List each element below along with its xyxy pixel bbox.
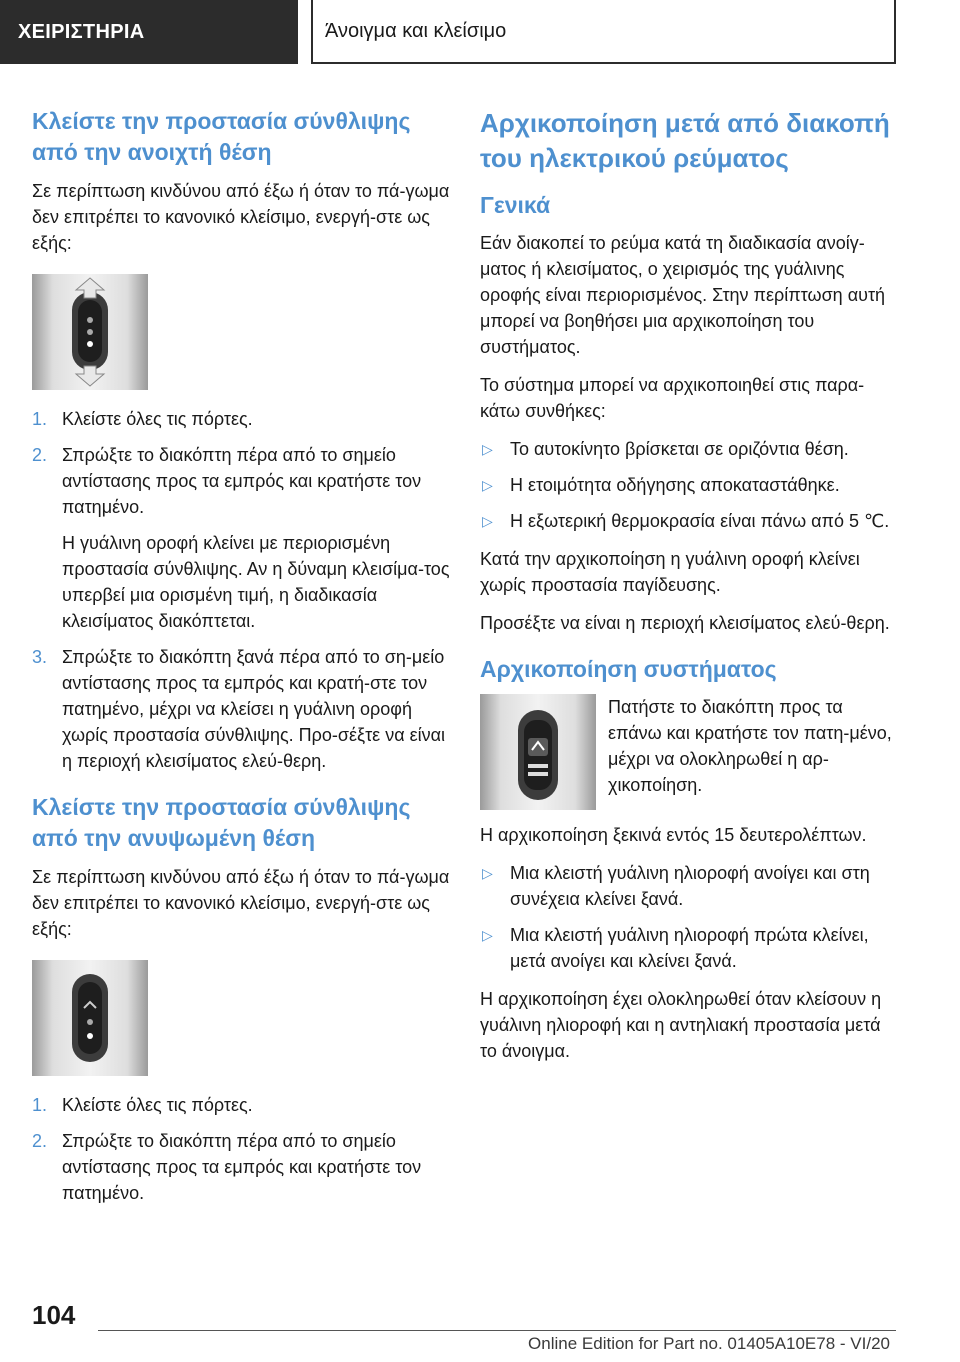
section-intro: Σε περίπτωση κινδύνου από έξω ή όταν το πά-γωμα δεν επιτρέπει το κανονικό κλείσιμο, ενεργή-στε ως εξής: — [32, 181, 450, 253]
step-number: 2. — [32, 1131, 48, 1151]
section-title-reset: Αρχικοποίηση μετά από διακοπή του ηλεκτρικού ρεύματος — [480, 108, 890, 173]
list-item — [480, 436, 898, 462]
triangle-right-icon: ▷ — [482, 477, 493, 493]
list-item-text: Μια κλειστή γυάλινη ηλιοροφή ανοίγει και στη συνέχεια κλείνει ξανά. — [510, 863, 870, 909]
footer-divider — [98, 1330, 896, 1331]
list-item-text: Το αυτοκίνητο βρίσκεται σε οριζόντια θέση. — [510, 439, 849, 459]
triangle-right-icon: ▷ — [482, 865, 493, 881]
paragraph: Η αρχικοποίηση ξεκινά εντός 15 δευτερολέπτων. — [480, 825, 867, 845]
step-item — [32, 644, 450, 774]
section-intro: Σε περίπτωση κινδύνου από έξω ή όταν το πά-γωμα δεν επιτρέπει το κανονικό κλείσιμο, ενεργή-στε ως εξής: — [32, 867, 450, 939]
init-figure-row — [480, 694, 898, 810]
subsection-title-general: Γενικά — [480, 192, 551, 218]
list-item-text: Μια κλειστή γυάλινη ηλιοροφή πρώτα κλείνει, μετά ανοίγει και κλείνει ξανά. — [510, 925, 869, 971]
paragraph: Η αρχικοποίηση έχει ολοκληρωθεί όταν κλείσουν η γυάλινη ηλιοροφή και η αντηλιακή προστασία μετά το άνοιγμα. — [480, 989, 882, 1061]
list-item — [480, 922, 898, 974]
roof-switch-illustration — [32, 960, 148, 1076]
header-chapter-label: Άνοιγμα και κλείσιμο — [325, 19, 507, 42]
step-item — [32, 1128, 450, 1206]
triangle-right-icon: ▷ — [482, 441, 493, 457]
steps-list — [32, 406, 450, 774]
list-item-text: Η ετοιμότητα οδήγησης αποκαταστάθηκε. — [510, 475, 840, 495]
paragraph: Προσέξτε να είναι η περιοχή κλεισίματος ελεύ-θερη. — [480, 613, 890, 633]
right-column — [480, 106, 898, 1076]
section-title-open-position: Κλείστε την προστασία σύνθλιψης από την ανοιχτή θέση — [32, 108, 411, 165]
section-title-raised-position: Κλείστε την προστασία σύνθλιψης από την ανυψωμένη θέση — [32, 794, 411, 851]
edition-label: Online Edition for Part no. 01405A10E78 - VI/20 — [528, 1334, 890, 1353]
list-item — [480, 472, 898, 498]
step-item — [32, 442, 450, 634]
step-text: Σπρώξτε το διακόπτη πέρα από το σημείο αντίστασης προς τα εμπρός και κρατήστε τον πατημένο. — [62, 445, 422, 517]
header-section-tab — [0, 0, 298, 64]
paragraph: Εάν διακοπεί το ρεύμα κατά τη διαδικασία ανοίγ-ματος ή κλεισίματος, ο χειρισμός της γυάλινης οροφής είναι περιορισμένος. Στην περίπτωση αυτή μπορεί να βοηθήσει μια αρχικοποίηση του συστήματος. — [480, 233, 886, 357]
step-number: 1. — [32, 1095, 48, 1115]
step-text: Σπρώξτε το διακόπτη πέρα από το σημείο αντίστασης προς τα εμπρός και κρατήστε τον πατημένο. — [62, 1131, 422, 1203]
subsection-title-init: Αρχικοποίηση συστήματος — [480, 656, 777, 682]
step-number: 2. — [32, 445, 48, 465]
header-section-label: ΧΕΙΡΙΣΤΗΡΙΑ — [18, 20, 145, 43]
step-item — [32, 1092, 450, 1118]
triangle-right-icon: ▷ — [482, 927, 493, 943]
step-text: Κλείστε όλες τις πόρτες. — [62, 1095, 253, 1115]
roof-switch-illustration — [480, 694, 596, 810]
step-number: 1. — [32, 409, 48, 429]
paragraph: Το σύστημα μπορεί να αρχικοποιηθεί στις παρα-κάτω συνθήκες: — [480, 375, 865, 421]
page-number: 104 — [32, 1300, 76, 1330]
step-text: Κλείστε όλες τις πόρτες. — [62, 409, 253, 429]
step-text: Σπρώξτε το διακόπτη ξανά πέρα από το ση-μείο αντίστασης προς τα εμπρός και κρατή-στε τον πατημένο, μέχρι να κλείσει η γυάλινη οροφή χωρίς προστασία σύνθλιψης. Προ-σέξτε να είναι η περιοχή κλεισίματος ελεύ-θερη. — [62, 647, 446, 771]
triangle-right-icon: ▷ — [482, 513, 493, 529]
step-item — [32, 406, 450, 432]
step-note: Η γυάλινη οροφή κλείνει με περιορισμένη προστασία σύνθλιψης. Αν η δύναμη κλεισίμα-τος υπερβεί μια ορισμένη τιμή, η διαδικασία κλεισίματος διακόπτεται. — [62, 533, 450, 631]
list-item — [480, 508, 898, 534]
list-item — [480, 860, 898, 912]
conditions-list — [480, 436, 898, 534]
behavior-list — [480, 860, 898, 974]
header-chapter-tab — [311, 0, 896, 64]
figure-caption: Πατήστε το διακόπτη προς τα επάνω και κρατήστε τον πατη-μένο, μέχρι να ολοκληρωθεί η αρ-χικοποίηση. — [608, 697, 892, 795]
left-column — [32, 106, 450, 1216]
paragraph: Κατά την αρχικοποίηση η γυάλινη οροφή κλείνει χωρίς προστασία παγίδευσης. — [480, 549, 860, 595]
roof-switch-illustration — [32, 274, 148, 390]
steps-list — [32, 1092, 450, 1206]
list-item-text: Η εξωτερική θερμοκρασία είναι πάνω από 5 ℃. — [510, 511, 890, 531]
step-number: 3. — [32, 647, 48, 667]
